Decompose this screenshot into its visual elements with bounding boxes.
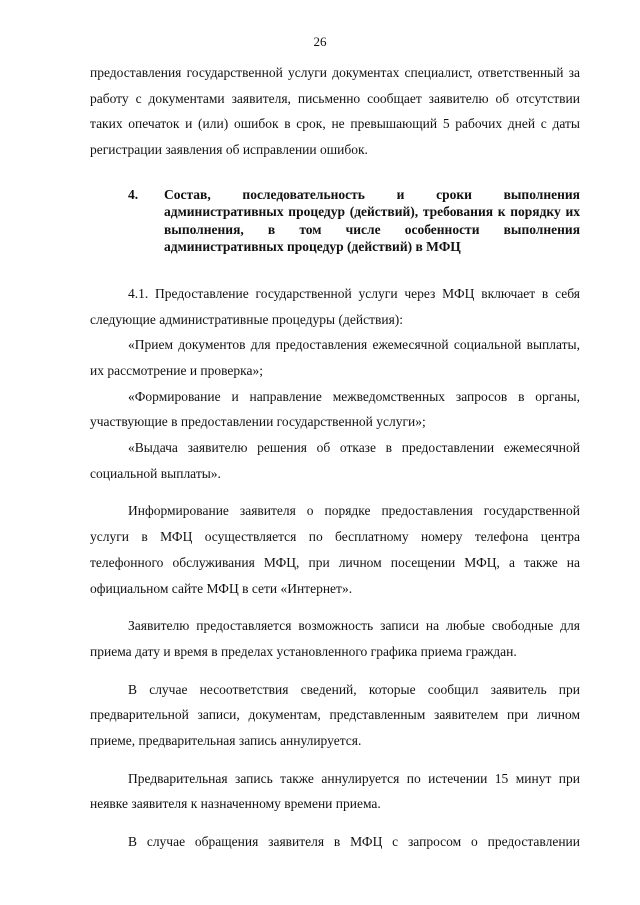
- procedure-item-2: «Формирование и направление межведомственных запросов в органы, участвующие в предоставлении государственной услуги»;: [90, 388, 580, 430]
- preregistration-paragraph: Заявителю предоставляется возможность записи на любые свободные для приема дату и время в пределах установленного графика приема граждан.: [90, 618, 580, 659]
- procedure-item-3: «Выдача заявителю решения об отказе в предоставлении ежемесячной социальной выплаты».: [90, 440, 580, 481]
- intro-paragraph: предоставления государственной услуги документах специалист, ответственный за работу с документами заявителя, письменно сообщает заявителю об отсутствии таких опечаток и (или) ошибок в срок, не превышающий 5 рабочих дней с даты регистрации заявления об исправлении ошибок.: [90, 65, 580, 158]
- cancellation-paragraph: Предварительная запись также аннулируется по истечении 15 минут при неявке заявителя к назначенному времени приема.: [90, 770, 580, 812]
- mismatch-paragraph: В случае несоответствия сведений, которые сообщил заявитель при предварительной записи, документам, представленным заявителем при личном приеме, предварительная запись аннулируется.: [90, 681, 580, 749]
- request-paragraph: В случае обращения заявителя в МФЦ с запросом о предоставлении: [128, 834, 580, 850]
- paragraph-4-1: 4.1. Предоставление государственной услуги через МФЦ включает в себя следующие административные процедуры (действия):: [90, 285, 580, 327]
- page-number: 26: [313, 34, 327, 49]
- section-number: 4.: [128, 186, 139, 202]
- procedure-item-1: «Прием документов для предоставления ежемесячной социальной выплаты, их рассмотрение и проверка»;: [90, 337, 580, 378]
- informing-paragraph: Информирование заявителя о порядке предоставления государственной услуги в МФЦ осуществляется по бесплатному номеру телефона центра телефонного обслуживания МФЦ, при личном посещении МФЦ, а также на официальном сайте МФЦ в сети «Интернет».: [90, 503, 580, 596]
- document-body: [90, 60, 580, 855]
- section-title: Состав, последовательность и сроки выполнения административных процедур (действий), требования к порядку их выполнения, в том числе особенности выполнения административных процедур (действий) в МФЦ: [164, 186, 580, 255]
- section-heading: [90, 186, 580, 256]
